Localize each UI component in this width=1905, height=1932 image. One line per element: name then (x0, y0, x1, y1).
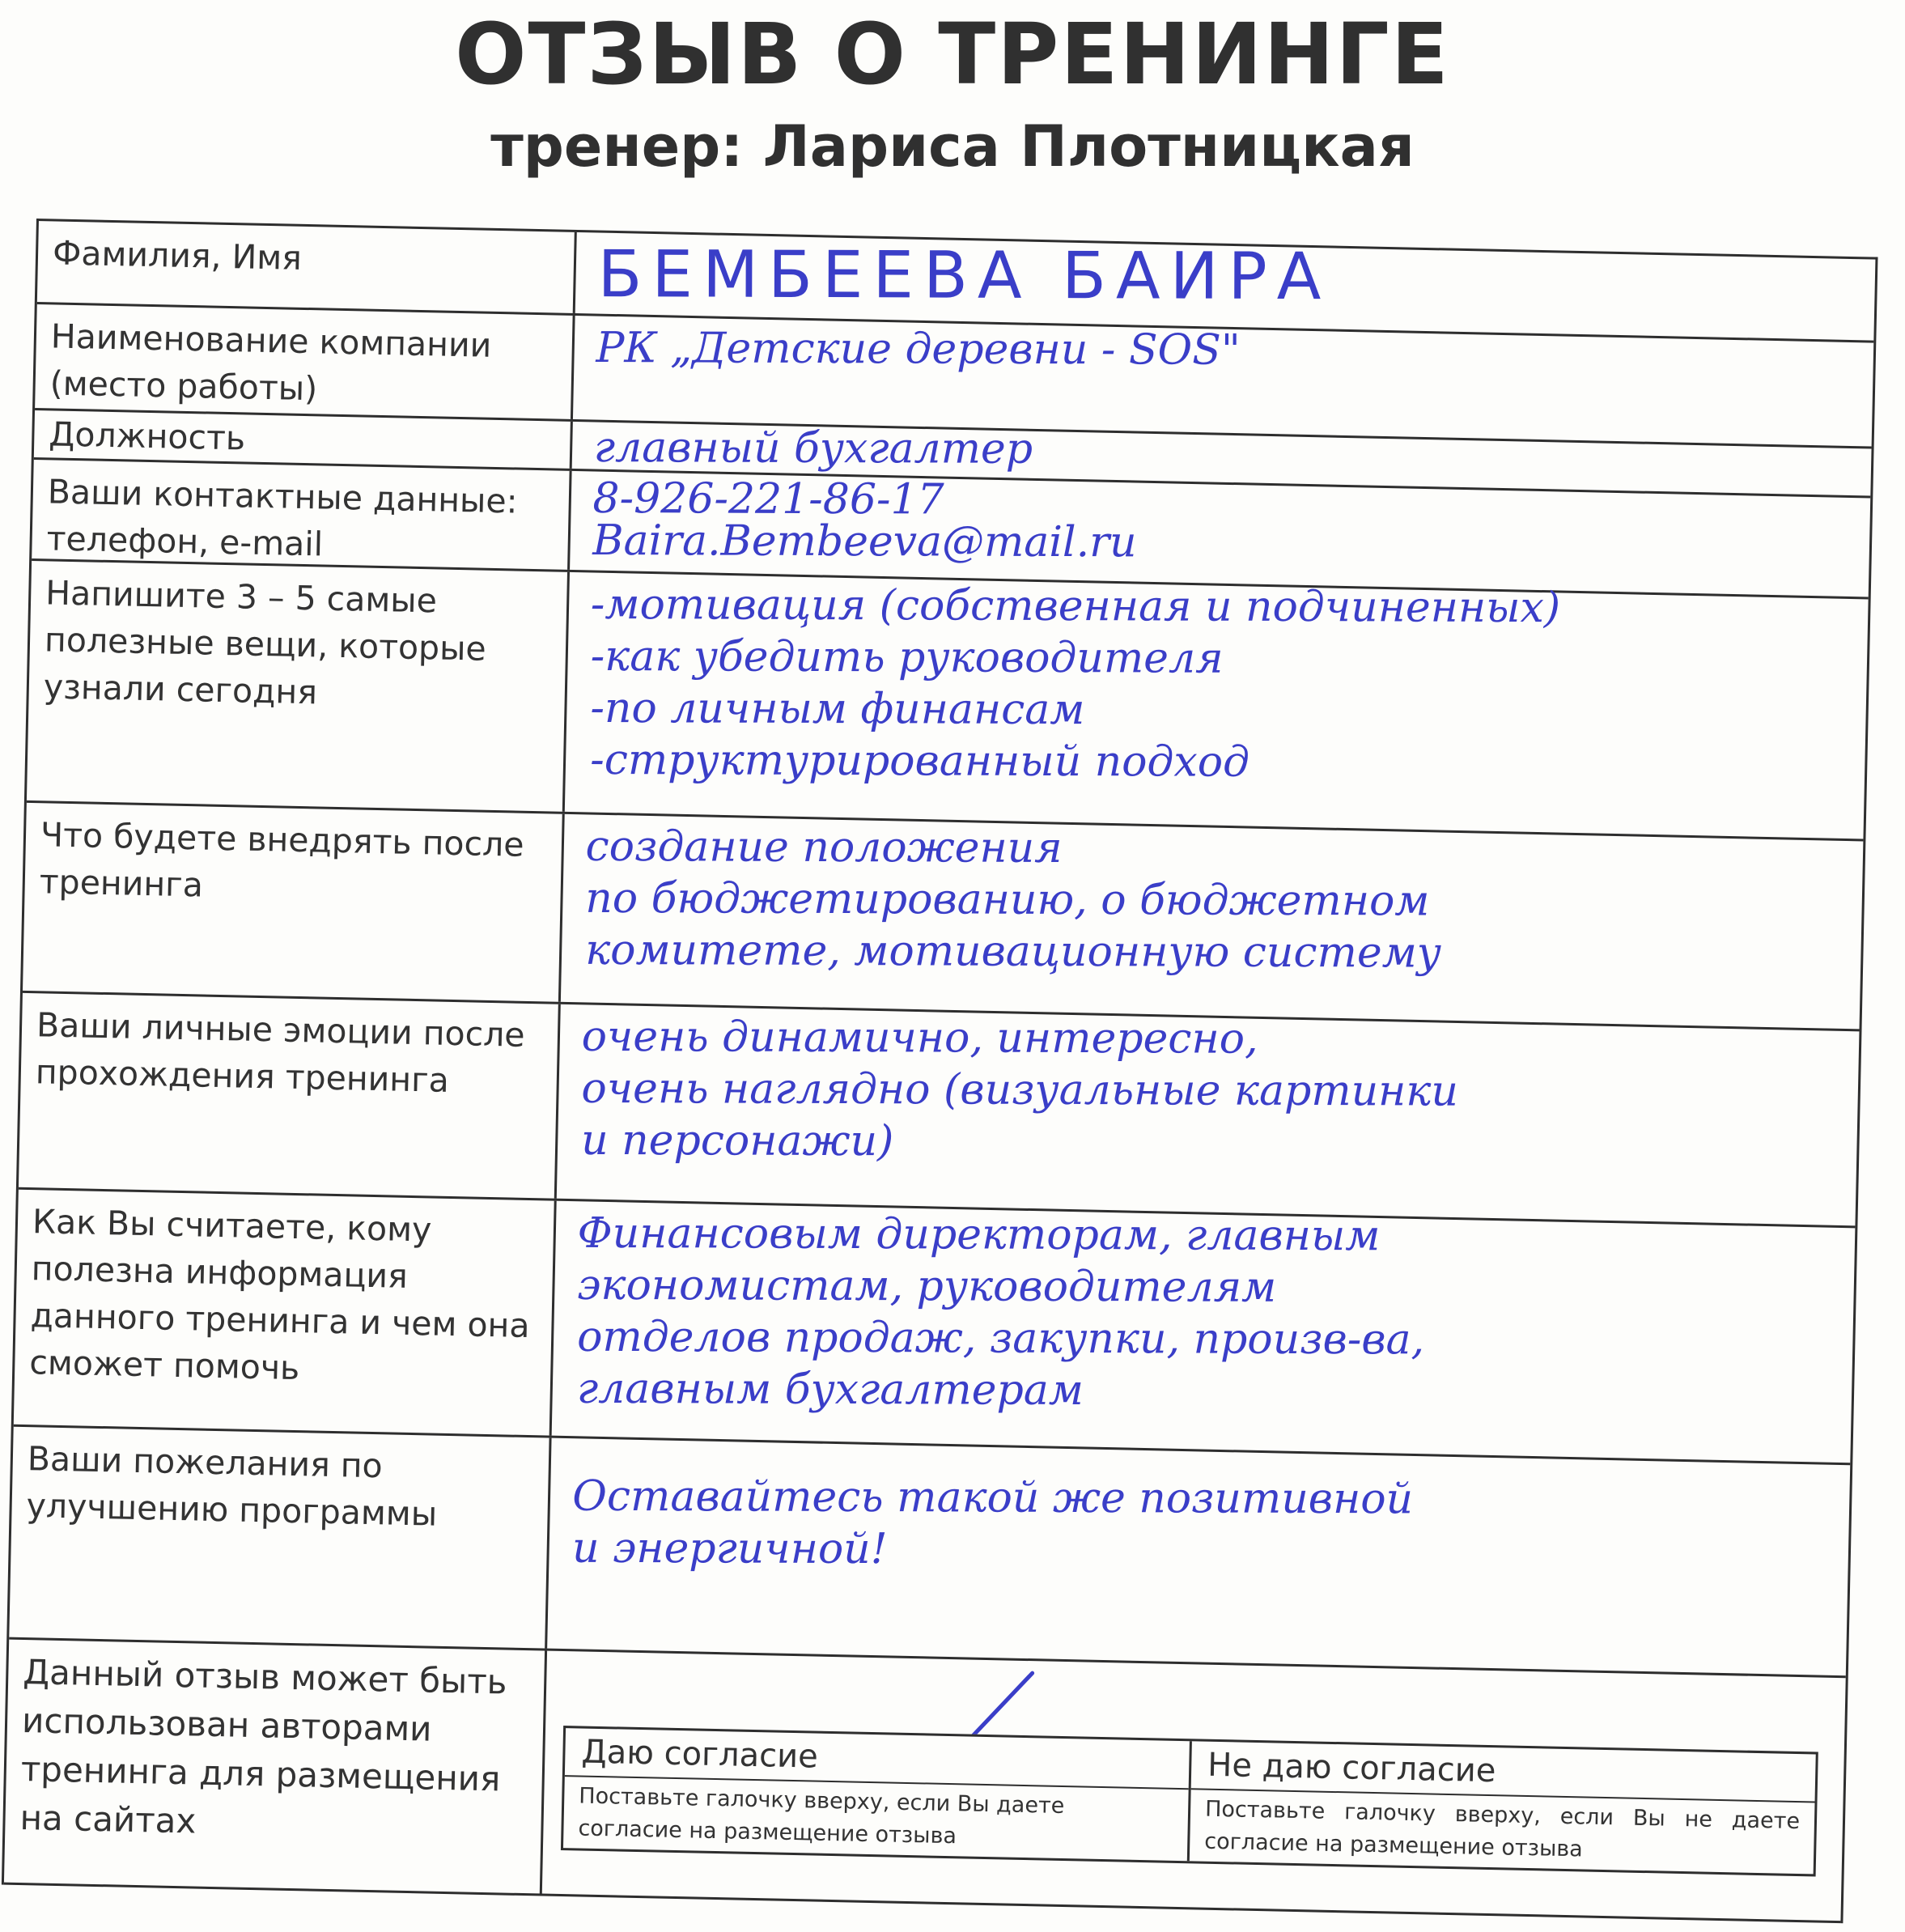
answer-line: комитете, мотивационную систему (585, 925, 1442, 978)
row-audience (14, 1190, 1856, 1465)
answer-line: создание положения (585, 822, 1063, 873)
agree-option[interactable] (563, 1728, 1190, 1861)
answer-line: очень наглядно (визуальные картинки (581, 1064, 1459, 1116)
row-consent (4, 1640, 1846, 1923)
answer-useful[interactable] (569, 572, 1869, 817)
answer-line: Финансовым директорам, главным (577, 1208, 1381, 1261)
label-company: Наименование компании (место работы) (35, 304, 575, 419)
label-audience: Как Вы считаете, кому полезна информация данного тренинга и чем она сможет помочь (14, 1190, 557, 1436)
answer-line: -по личным финансам (590, 683, 1085, 735)
trainer-subtitle: тренер: Лариса Плотницкая (490, 113, 1415, 180)
label-useful: Напишите 3 – 5 самые полезные вещи, которые узнали сегодня (27, 561, 570, 812)
agree-label: Даю согласие (565, 1728, 1190, 1790)
answer-line: и персонажи) (581, 1115, 894, 1166)
answer-emotions[interactable] (560, 1004, 1860, 1204)
answer-line: экономистам, руководителям (577, 1260, 1277, 1312)
label-name: Фамилия, Имя (37, 221, 577, 313)
answer-line: главным бухгалтерам (576, 1364, 1084, 1416)
label-implement: Что будете внедрять после тренинга (23, 803, 565, 1002)
answer-line: и энергичной! (572, 1523, 888, 1574)
answer-company[interactable] (575, 316, 1873, 424)
answer-line: 8-926-221-86-17 (592, 474, 944, 524)
row-wishes (9, 1427, 1850, 1678)
answer-line: РК „Детские деревни - SOS" (596, 324, 1241, 375)
answer-line: -как убедить руководителя (590, 631, 1224, 683)
answer-position[interactable] (573, 422, 1872, 473)
form-title: ОТЗЫВ О ТРЕНИНГЕ (455, 5, 1450, 104)
answer-implement[interactable] (564, 814, 1864, 1007)
label-position: Должность (34, 410, 573, 469)
answer-wishes[interactable] (551, 1438, 1851, 1654)
label-emotions: Ваши личные эмоции после прохождения тренинга (19, 993, 561, 1199)
answer-name[interactable] (576, 232, 1875, 318)
row-emotions (19, 993, 1860, 1228)
label-contacts: Ваши контактные данные: телефон, e-mail (32, 460, 571, 570)
answer-line: -структурированный подход (590, 735, 1250, 787)
agree-note: Поставьте галочку вверху, если Вы даете согласие на размещение отзыва (578, 1783, 1065, 1849)
row-implement (23, 803, 1863, 1031)
answer-contacts[interactable] (571, 471, 1870, 575)
answer-audience[interactable] (556, 1201, 1856, 1441)
answer-line: очень динамично, интересно, (581, 1012, 1258, 1064)
feedback-form (2, 219, 1878, 1923)
answer-line: по бюджетированию, о бюджетном (585, 873, 1430, 926)
answer-line: БЕМБЕЕВА БАИРА (597, 236, 1331, 315)
answer-line: Baira.Bembeeva@mail.ru (592, 516, 1137, 567)
row-useful (27, 561, 1869, 841)
consent-table (561, 1726, 1818, 1876)
answer-line: -мотивация (собственная и подчиненных) (590, 580, 1561, 633)
disagree-note: Поставьте галочку вверху, если Вы не даете согласие на размещение отзыва (1203, 1796, 1801, 1862)
answer-line: Оставайтесь такой же позитивной (572, 1471, 1414, 1524)
consent-area (542, 1651, 1846, 1921)
label-consent: Данный отзыв может быть использован авторами тренинга для размещения на сайтах (4, 1640, 547, 1894)
answer-line: главный бухгалтер (593, 423, 1033, 473)
answer-line: отделов продаж, закупки, произв-ва, (577, 1312, 1425, 1365)
disagree-option[interactable] (1187, 1741, 1816, 1874)
label-wishes: Ваши пожелания по улучшению программы (9, 1427, 551, 1649)
disagree-label: Не даю согласие (1191, 1741, 1816, 1802)
